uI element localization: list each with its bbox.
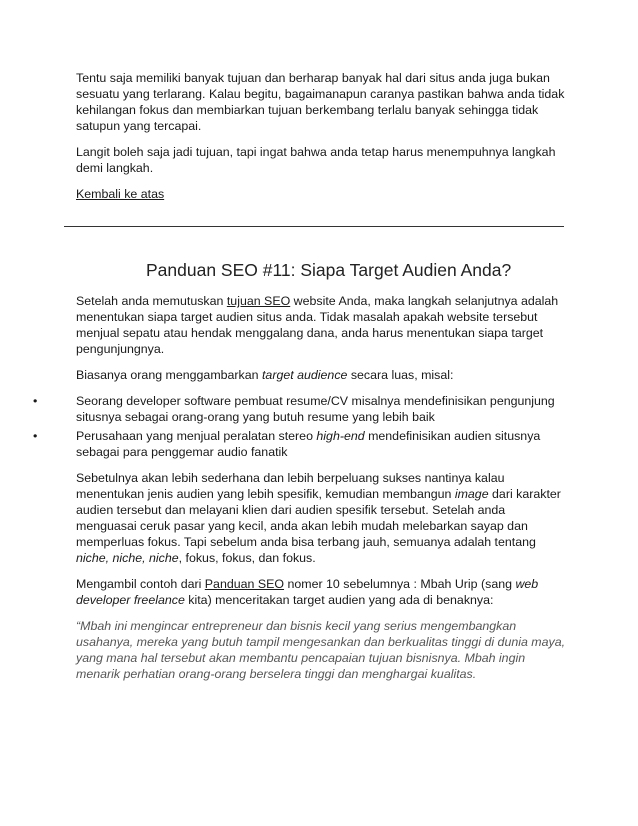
emphasis-web-developer: web developer freelance [76, 577, 539, 607]
text-fragment: nomer 10 sebelumnya : Mbah Urip (sang [284, 577, 516, 591]
tujuan-seo-link[interactable]: tujuan SEO [226, 294, 291, 308]
paragraph-intro [76, 293, 568, 357]
emphasis-niche: niche, niche, niche [76, 551, 179, 565]
paragraph-step-by-step: Langit boleh saja jadi tujuan, tapi ingat bahwa anda tetap harus menempuhnya langkah demi langkah. [76, 145, 556, 175]
panduan-seo-link[interactable]: Panduan SEO [204, 577, 285, 591]
text-fragment: Mengambil contoh dari [76, 577, 205, 591]
quote-paragraph: “Mbah ini mengincar entrepreneur dan bisnis kecil yang serius mengembangkan usahanya, mereka yang butuh tampil mengesankan dan berkualitas tinggi di dunia maya, yang mana hal tersebut akan membantu pencapaian tujuan bisnisnya. Mbah ingin menarik perhatian orang-orang berselera tinggi dan menghargai kualitas. [76, 619, 566, 681]
emphasis-image: image [454, 487, 489, 501]
text-fragment: , fokus, fokus, dan fokus. [178, 551, 316, 565]
list-item-text: mendefinisikan audien situsnya sebagai para penggemar audio fanatik [76, 429, 541, 459]
text-fragment: Setelah anda memutuskan [76, 294, 227, 308]
paragraph-niche [76, 470, 568, 566]
list-item [33, 393, 568, 425]
list-item-text: Seorang developer software pembuat resume/CV misalnya mendefinisikan pengunjung situsnya sebagai orang-orang yang butuh resume yang lebih baik [76, 394, 555, 424]
paragraph-audience [76, 367, 568, 383]
document-body [33, 70, 568, 692]
text-fragment: secara luas, misal: [347, 368, 454, 382]
text-fragment: Biasanya orang menggambarkan [76, 368, 262, 382]
list-item [33, 428, 568, 460]
section-divider [64, 226, 564, 227]
emphasis-target-audience: target audience [261, 368, 348, 382]
bullet-icon: • [33, 394, 38, 408]
text-fragment: kita) menceritakan target audien yang ada di benaknya: [184, 593, 494, 607]
paragraph-goals: Tentu saja memiliki banyak tujuan dan berharap banyak hal dari situs anda juga bukan sesuatu yang terlarang. Kalau begitu, bagaimanapun caranya pastikan bahwa anda tidak kehilangan fokus dan membiarkan tujuan berkembang terlalu banyak sehingga tidak satupun yang tercapai. [76, 71, 565, 133]
bullet-icon: • [33, 429, 38, 443]
emphasis-high-end: high-end [316, 429, 365, 443]
section-heading: Panduan SEO #11: Siapa Target Audien Anda? [146, 260, 512, 280]
back-to-top-paragraph [76, 186, 568, 202]
example-list [33, 393, 568, 460]
paragraph-example [76, 576, 568, 608]
text-fragment: dari karakter audien tersebut dan melayani klien dari audien spesifik tersebut. Setelah anda menguasai ceruk pasar yang kecil, anda akan lebih mudah melebarkan sayap dan memperluas fokus. Tapi sebelum anda bisa terbang jauh, semuanya adalah tentang [76, 487, 561, 549]
text-fragment: website Anda, maka langkah selanjutnya adalah menentukan siapa target audien situs anda. Tidak masalah apakah website tersebut menjual sepatu atau hendak menggalang dana, anda harus menentukan siapa target pengunjungnya. [76, 294, 559, 356]
back-to-top-link[interactable]: Kembali ke atas [76, 187, 165, 201]
list-item-text: Perusahaan yang menjual peralatan stereo [76, 429, 317, 443]
text-fragment: Sebetulnya akan lebih sederhana dan lebih berpeluang sukses nantinya kalau menentukan jenis audien yang lebih spesifik, kemudian membangun [76, 471, 505, 501]
